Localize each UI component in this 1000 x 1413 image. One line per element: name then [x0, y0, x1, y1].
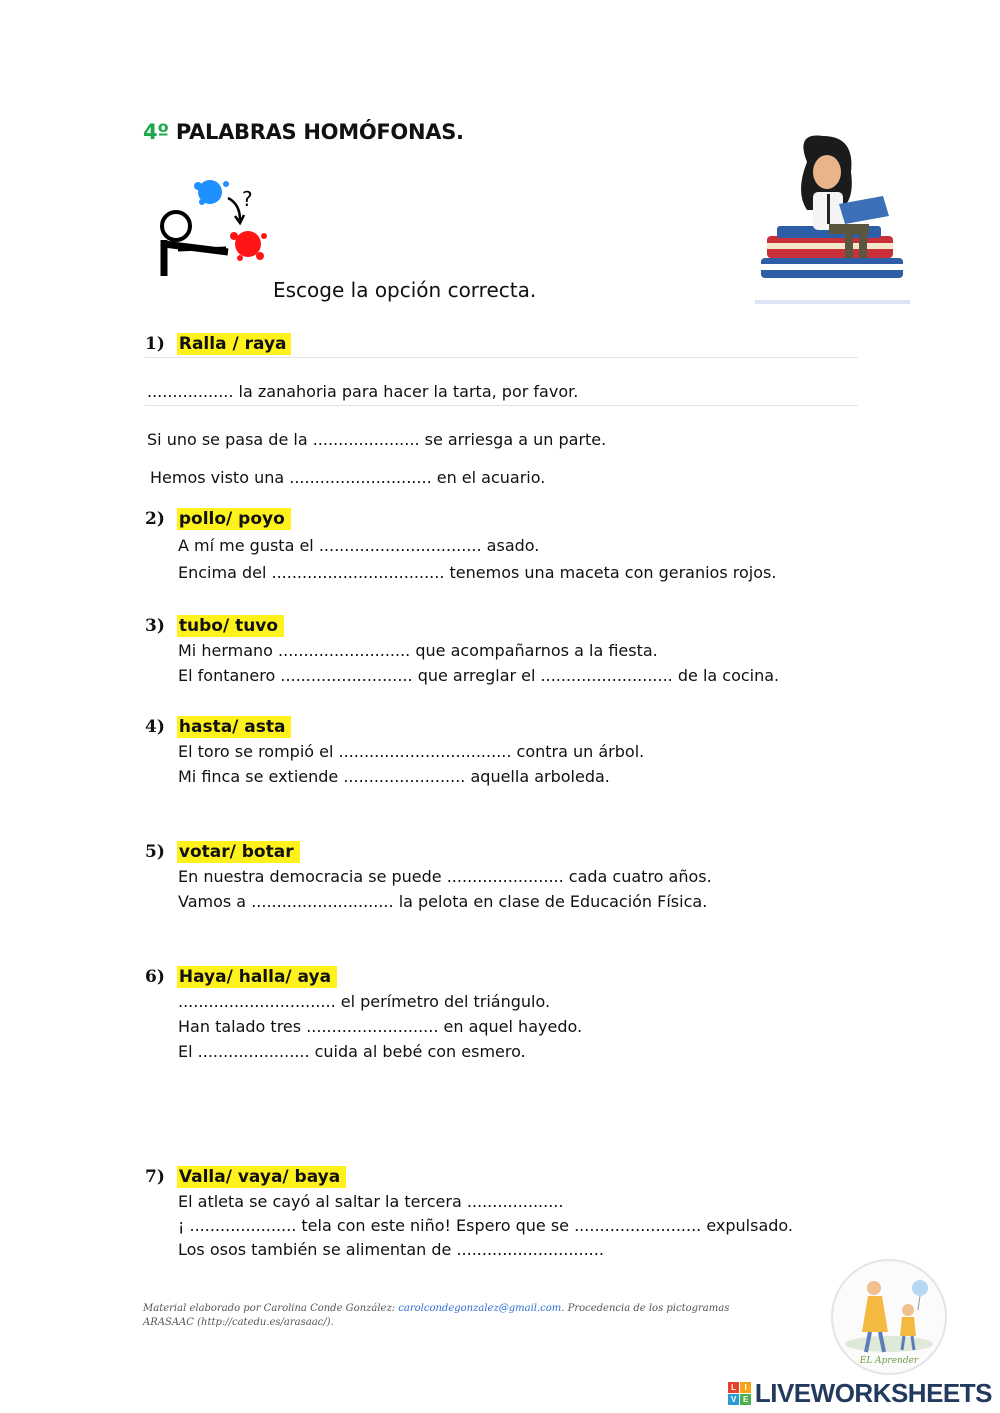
- section-5-heading: 5) votar/ botar: [145, 842, 300, 862]
- section-6-sentence[interactable]: Han talado tres .......................... en aquel hayedo.: [178, 1017, 583, 1036]
- title-text: PALABRAS HOMÓFONAS.: [175, 120, 464, 144]
- section-1-sentence[interactable]: Si uno se pasa de la ..................... se arriesga a un parte.: [147, 430, 607, 449]
- section-3-sentence[interactable]: El fontanero .......................... que arreglar el .......................... de la cocina.: [178, 666, 780, 685]
- section-6-sentence[interactable]: El ...................... cuida al bebé con esmero.: [178, 1042, 526, 1061]
- liveworksheets-brand[interactable]: [728, 1378, 992, 1409]
- aprender-logo: [830, 1258, 948, 1376]
- divider: [145, 405, 858, 406]
- section-3-heading: 3) tubo/ tuvo: [145, 616, 284, 636]
- brand-text: LIVEWORKSHEETS: [754, 1378, 992, 1408]
- svg-text:?: ?: [242, 187, 253, 211]
- page-title: [143, 120, 464, 144]
- section-4-sentence[interactable]: Mi finca se extiende ........................ aquella arboleda.: [178, 767, 610, 786]
- svg-text:EL Aprender: EL Aprender: [859, 1356, 919, 1366]
- section-5-sentence[interactable]: En nuestra democracia se puede ....................... cada cuatro años.: [178, 867, 712, 886]
- choose-pictogram-icon: [148, 176, 273, 278]
- section-2-heading: 2) pollo/ poyo: [145, 509, 291, 529]
- footer-credit: Material elaborado por Carolina Conde González: carolcondegonzalez@gmail.com. Procedencia de los pictogramas ARASAAC (http://catedu.es/arasaac/).: [143, 1303, 730, 1328]
- section-6-heading: 6) Haya/ halla/ aya: [145, 967, 337, 987]
- section-7-sentence[interactable]: Los osos también se alimentan de .............................: [178, 1240, 604, 1259]
- section-4-heading: 4) hasta/ asta: [145, 717, 291, 737]
- section-3-sentence[interactable]: Mi hermano .......................... que acompañarnos a la fiesta.: [178, 641, 658, 660]
- section-1-sentence[interactable]: ................. la zanahoria para hacer la tarta, por favor.: [147, 382, 579, 401]
- section-4-sentence[interactable]: El toro se rompió el .................................. contra un árbol.: [178, 742, 645, 761]
- grade-label: 4º: [143, 120, 169, 144]
- section-1-sentence[interactable]: Hemos visto una ............................ en el acuario.: [150, 468, 546, 487]
- divider: [145, 357, 858, 358]
- section-2-sentence[interactable]: A mí me gusta el ................................ asado.: [178, 536, 540, 555]
- section-2-sentence[interactable]: Encima del .................................. tenemos una maceta con geranios rojos.: [178, 563, 777, 582]
- section-7-heading: 7) Valla/ vaya/ baya: [145, 1167, 346, 1187]
- author-email-link[interactable]: carolcondegonzalez@gmail.com: [398, 1303, 562, 1314]
- section-6-sentence[interactable]: ............................... el perímetro del triángulo.: [178, 992, 551, 1011]
- teacher-on-books-illustration: [755, 132, 910, 307]
- instruction: Escoge la opción correcta.: [273, 278, 537, 302]
- section-1-heading: 1) Ralla / raya: [145, 334, 291, 354]
- brand-badge-icon: L I V E: [728, 1382, 751, 1405]
- section-7-sentence[interactable]: El atleta se cayó al saltar la tercera ...................: [178, 1192, 564, 1211]
- section-5-sentence[interactable]: Vamos a ............................ la pelota en clase de Educación Física.: [178, 892, 708, 911]
- section-7-sentence[interactable]: ¡ ..................... tela con este niño! Espero que se ......................... expulsado.: [178, 1216, 793, 1235]
